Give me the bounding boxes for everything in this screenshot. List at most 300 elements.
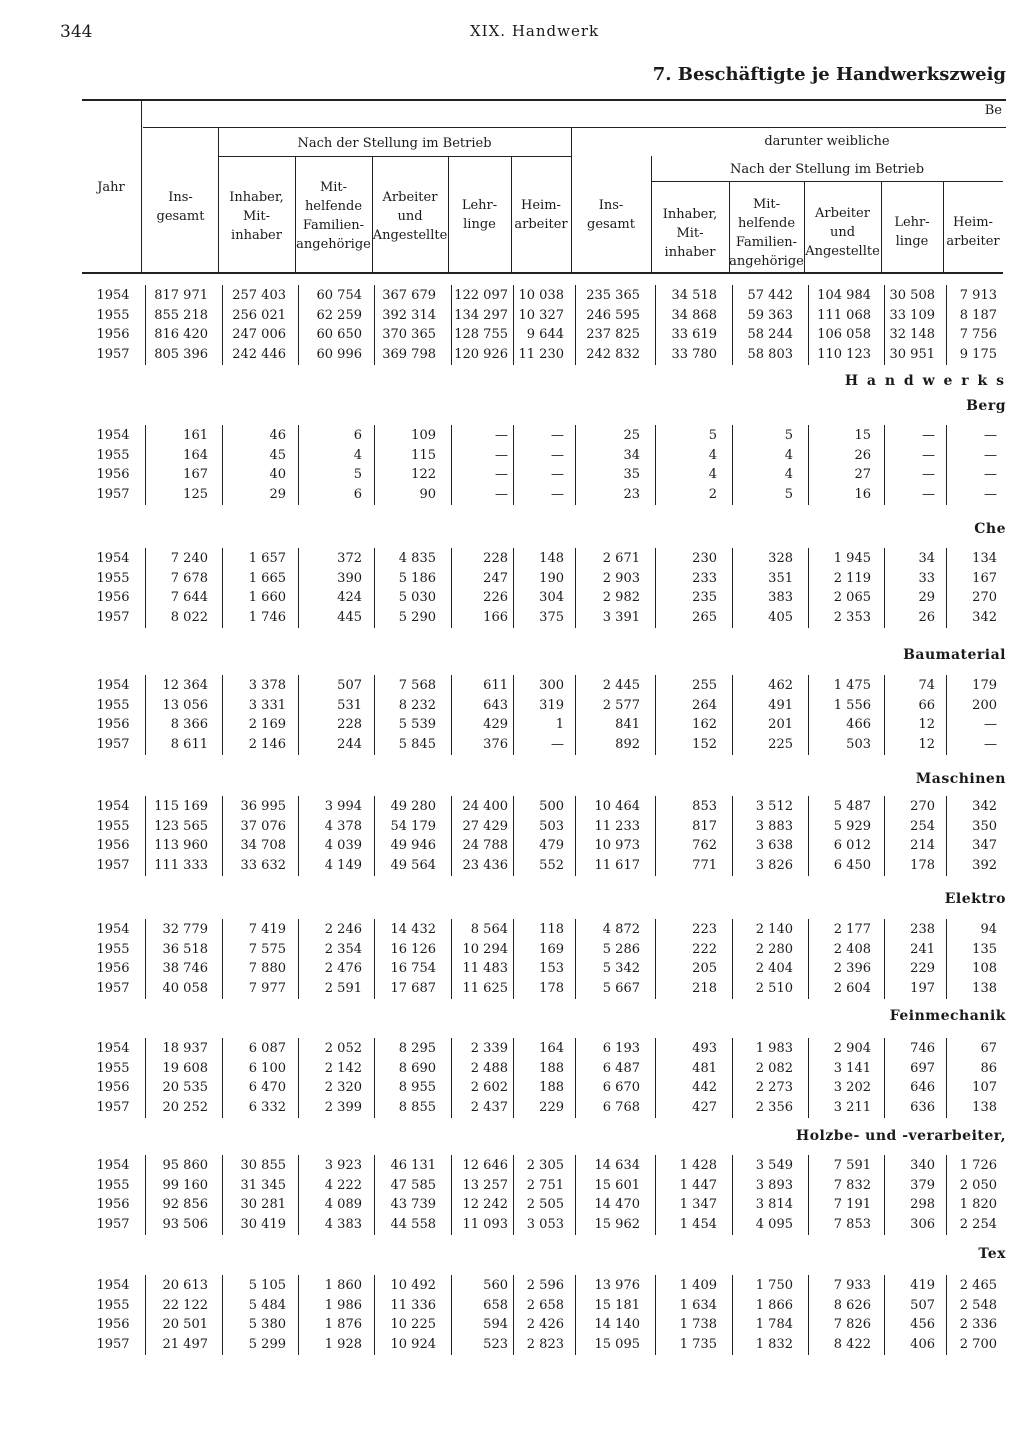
- value-cell: 190: [539, 570, 564, 586]
- value-cell: 49 280: [390, 799, 436, 814]
- value-cell: 3 053: [526, 1216, 564, 1232]
- value-cell: 6: [353, 428, 362, 443]
- value-cell: 2 505: [526, 1197, 564, 1212]
- value-cell: 6 450: [833, 857, 871, 873]
- value-cell: 22 122: [162, 1297, 208, 1313]
- value-cell: 111 068: [817, 307, 871, 323]
- value-cell: —: [984, 717, 997, 732]
- value-cell: 1 986: [324, 1297, 362, 1313]
- value-cell: 2 339: [470, 1041, 508, 1056]
- value-cell: 372: [337, 551, 362, 566]
- value-cell: 7 977: [248, 980, 286, 996]
- value-cell: 2 354: [324, 941, 362, 957]
- header-workers: Arbeiter und Angestellte: [372, 190, 448, 243]
- year-cell: 1955: [96, 307, 130, 323]
- value-cell: 6 087: [248, 1041, 286, 1056]
- value-cell: 14 470: [594, 1197, 640, 1212]
- value-cell: 222: [692, 941, 717, 957]
- value-cell: 552: [539, 857, 564, 873]
- value-cell: 90: [419, 486, 436, 502]
- year-cell: 1956: [96, 1197, 130, 1212]
- value-cell: 10 492: [390, 1278, 436, 1293]
- year-cell: 1955: [96, 570, 130, 586]
- value-cell: 122 097: [454, 288, 508, 303]
- value-cell: 594: [483, 1317, 508, 1332]
- value-cell: 16: [854, 486, 871, 502]
- value-cell: 40: [269, 467, 286, 482]
- value-cell: 2 353: [833, 609, 871, 625]
- value-cell: 298: [910, 1197, 935, 1212]
- value-cell: 44 558: [390, 1216, 436, 1232]
- value-cell: 1 726: [959, 1158, 997, 1173]
- value-cell: 20 613: [162, 1278, 208, 1293]
- value-cell: 12 646: [462, 1158, 508, 1173]
- value-cell: 247 006: [232, 327, 286, 342]
- value-cell: 5 299: [248, 1336, 286, 1352]
- value-cell: 13 056: [162, 697, 208, 713]
- value-cell: 38 746: [162, 961, 208, 976]
- value-cell: 892: [615, 736, 640, 752]
- value-cell: —: [984, 486, 997, 502]
- value-cell: 2 082: [755, 1060, 793, 1076]
- value-cell: 230: [692, 551, 717, 566]
- year-cell: 1956: [96, 838, 130, 853]
- value-cell: 6 100: [248, 1060, 286, 1076]
- value-cell: 8 295: [398, 1041, 436, 1056]
- value-cell: 19 608: [162, 1060, 208, 1076]
- value-cell: 5 539: [398, 717, 436, 732]
- year-cell: 1955: [96, 447, 130, 463]
- value-cell: 13 257: [462, 1177, 508, 1193]
- value-cell: 32 779: [162, 922, 208, 937]
- value-cell: 66: [918, 697, 935, 713]
- value-cell: 24 788: [462, 838, 508, 853]
- value-cell: 342: [972, 799, 997, 814]
- value-cell: 11 617: [594, 857, 640, 873]
- value-cell: 33: [918, 570, 935, 586]
- value-cell: 24 400: [462, 799, 508, 814]
- value-cell: 60 996: [316, 346, 362, 362]
- value-cell: —: [984, 736, 997, 752]
- value-cell: 74: [918, 678, 935, 693]
- value-cell: 10 464: [594, 799, 640, 814]
- value-cell: 3 549: [755, 1158, 793, 1173]
- value-cell: 369 798: [382, 346, 436, 362]
- value-cell: 94: [980, 922, 997, 937]
- value-cell: 35: [623, 467, 640, 482]
- value-cell: 855 218: [154, 307, 208, 323]
- value-cell: 4 039: [324, 838, 362, 853]
- value-cell: 2: [708, 486, 717, 502]
- value-cell: 2 445: [602, 678, 640, 693]
- value-cell: 237 825: [586, 327, 640, 342]
- value-cell: 646: [910, 1080, 935, 1095]
- value-cell: 67: [980, 1041, 997, 1056]
- value-cell: 235 365: [586, 288, 640, 303]
- header-family: Mit- helfende Familien- angehörige: [296, 180, 371, 252]
- year-cell: 1955: [96, 697, 130, 713]
- value-cell: 4: [784, 447, 793, 463]
- value-cell: 2 119: [833, 570, 871, 586]
- value-cell: 342: [972, 609, 997, 625]
- value-cell: 4 095: [755, 1216, 793, 1232]
- value-cell: 134 297: [454, 307, 508, 323]
- value-cell: 6 470: [248, 1080, 286, 1095]
- value-cell: 29: [918, 590, 935, 605]
- year-cell: 1957: [96, 980, 130, 996]
- value-cell: 1 735: [679, 1336, 717, 1352]
- header-year: Jahr: [97, 180, 125, 195]
- value-cell: 4: [708, 467, 717, 482]
- value-cell: 2 320: [324, 1080, 362, 1095]
- year-cell: 1954: [96, 1041, 130, 1056]
- value-cell: 118: [539, 922, 564, 937]
- value-cell: 11 625: [462, 980, 508, 996]
- value-cell: 2 982: [602, 590, 640, 605]
- header-female-total: Ins- gesamt: [587, 198, 635, 232]
- value-cell: 7 933: [833, 1278, 871, 1293]
- value-cell: 115 169: [154, 799, 208, 814]
- value-cell: 392 314: [382, 307, 436, 323]
- value-cell: 746: [910, 1041, 935, 1056]
- year-cell: 1954: [96, 678, 130, 693]
- value-cell: 4 149: [324, 857, 362, 873]
- value-cell: 229: [539, 1099, 564, 1115]
- value-cell: 214: [910, 838, 935, 853]
- value-cell: 30 951: [889, 346, 935, 362]
- value-cell: 456: [910, 1317, 935, 1332]
- value-cell: —: [551, 428, 564, 443]
- value-cell: 771: [692, 857, 717, 873]
- value-cell: 228: [483, 551, 508, 566]
- value-cell: 1 447: [679, 1177, 717, 1193]
- value-cell: 60 650: [316, 327, 362, 342]
- value-cell: 7 832: [833, 1177, 871, 1193]
- value-cell: 134: [972, 551, 997, 566]
- value-cell: 2 602: [470, 1080, 508, 1095]
- value-cell: 442: [692, 1080, 717, 1095]
- value-cell: 3 512: [755, 799, 793, 814]
- value-cell: 138: [972, 1099, 997, 1115]
- value-cell: 30 508: [889, 288, 935, 303]
- section-sublabel: Elektro: [944, 891, 1006, 907]
- value-cell: 805 396: [154, 346, 208, 362]
- value-cell: 1 860: [324, 1278, 362, 1293]
- value-cell: 169: [539, 941, 564, 957]
- value-cell: 379: [910, 1177, 935, 1193]
- year-cell: 1956: [96, 1080, 130, 1095]
- value-cell: 21 497: [162, 1336, 208, 1352]
- value-cell: 12 364: [162, 678, 208, 693]
- value-cell: 47 585: [390, 1177, 436, 1193]
- value-cell: 9 175: [959, 346, 997, 362]
- value-cell: 500: [539, 799, 564, 814]
- value-cell: 2 356: [755, 1099, 793, 1115]
- value-cell: 658: [483, 1297, 508, 1313]
- value-cell: 4 378: [324, 818, 362, 834]
- value-cell: 523: [483, 1336, 508, 1352]
- header-total: Ins- gesamt: [156, 190, 205, 224]
- section-sublabel: Tex: [978, 1246, 1006, 1262]
- value-cell: 2 408: [833, 941, 871, 957]
- value-cell: 306: [910, 1216, 935, 1232]
- value-cell: 162: [692, 717, 717, 732]
- value-cell: 166: [483, 609, 508, 625]
- value-cell: 2 903: [602, 570, 640, 586]
- value-cell: 34 708: [240, 838, 286, 853]
- value-cell: 2 404: [755, 961, 793, 976]
- value-cell: 108: [972, 961, 997, 976]
- value-cell: 5 484: [248, 1297, 286, 1313]
- value-cell: 3 883: [755, 818, 793, 834]
- value-cell: 560: [483, 1278, 508, 1293]
- value-cell: 106 058: [817, 327, 871, 342]
- value-cell: 107: [972, 1080, 997, 1095]
- value-cell: 481: [692, 1060, 717, 1076]
- year-cell: 1954: [96, 922, 130, 937]
- section-sublabel: Feinmechanik: [889, 1008, 1006, 1024]
- value-cell: 11 336: [390, 1297, 436, 1313]
- value-cell: 229: [910, 961, 935, 976]
- value-cell: 1 928: [324, 1336, 362, 1352]
- value-cell: 5 105: [248, 1278, 286, 1293]
- value-cell: 5: [353, 467, 362, 482]
- value-cell: 697: [910, 1060, 935, 1076]
- value-cell: 507: [337, 678, 362, 693]
- value-cell: 2 904: [833, 1041, 871, 1056]
- value-cell: 479: [539, 838, 564, 853]
- value-cell: 2 671: [602, 551, 640, 566]
- value-cell: 14 432: [390, 922, 436, 937]
- year-cell: 1954: [96, 1158, 130, 1173]
- value-cell: 1 634: [679, 1297, 717, 1313]
- value-cell: 406: [910, 1336, 935, 1352]
- value-cell: 12: [918, 717, 935, 732]
- value-cell: 188: [539, 1060, 564, 1076]
- value-cell: 23: [623, 486, 640, 502]
- year-cell: 1954: [96, 799, 130, 814]
- value-cell: 636: [910, 1099, 935, 1115]
- value-cell: 5: [784, 486, 793, 502]
- value-cell: 11 233: [594, 818, 640, 834]
- value-cell: 27: [854, 467, 871, 482]
- value-cell: 16 754: [390, 961, 436, 976]
- value-cell: 10 225: [390, 1317, 436, 1332]
- value-cell: 43 739: [390, 1197, 436, 1212]
- value-cell: 270: [910, 799, 935, 814]
- value-cell: 2 050: [959, 1177, 997, 1193]
- value-cell: 15 181: [594, 1297, 640, 1313]
- value-cell: 228: [337, 717, 362, 732]
- value-cell: 2 065: [833, 590, 871, 605]
- value-cell: 643: [483, 697, 508, 713]
- value-cell: 26: [918, 609, 935, 625]
- value-cell: 10 327: [518, 307, 564, 323]
- value-cell: 30 419: [240, 1216, 286, 1232]
- value-cell: 30 855: [240, 1158, 286, 1173]
- value-cell: 8 366: [170, 717, 208, 732]
- value-cell: 5 929: [833, 818, 871, 834]
- value-cell: 7 644: [170, 590, 208, 605]
- value-cell: 10 038: [518, 288, 564, 303]
- section-sublabel: Berg: [966, 398, 1006, 414]
- value-cell: 8 626: [833, 1297, 871, 1313]
- value-cell: 1 866: [755, 1297, 793, 1313]
- value-cell: 427: [692, 1099, 717, 1115]
- year-cell: 1956: [96, 327, 130, 342]
- value-cell: —: [551, 486, 564, 502]
- value-cell: 2 577: [602, 697, 640, 713]
- value-cell: 197: [910, 980, 935, 996]
- header-homeworkers: Heim- arbeiter: [514, 198, 568, 232]
- value-cell: 179: [972, 678, 997, 693]
- value-cell: 2 140: [755, 922, 793, 937]
- value-cell: 15 095: [594, 1336, 640, 1352]
- value-cell: 11 483: [462, 961, 508, 976]
- value-cell: 350: [972, 818, 997, 834]
- value-cell: 2 254: [959, 1216, 997, 1232]
- header-female-family: Mit- helfende Familien- angehörige: [729, 197, 804, 269]
- value-cell: 11 093: [462, 1216, 508, 1232]
- value-cell: 3 994: [324, 799, 362, 814]
- value-cell: 264: [692, 697, 717, 713]
- value-cell: 257 403: [232, 288, 286, 303]
- year-cell: 1957: [96, 346, 130, 362]
- value-cell: 11 230: [518, 346, 564, 362]
- value-cell: 2 169: [248, 717, 286, 732]
- value-cell: 5 487: [833, 799, 871, 814]
- value-cell: 110 123: [817, 346, 871, 362]
- value-cell: 58 803: [747, 346, 793, 362]
- value-cell: 115: [411, 447, 436, 463]
- value-cell: —: [922, 467, 935, 482]
- value-cell: 1 983: [755, 1041, 793, 1056]
- value-cell: 167: [183, 467, 208, 482]
- value-cell: 3 826: [755, 857, 793, 873]
- value-cell: 8 564: [470, 922, 508, 937]
- year-cell: 1954: [96, 428, 130, 443]
- value-cell: 7 880: [248, 961, 286, 976]
- year-cell: 1957: [96, 609, 130, 625]
- value-cell: 3 141: [833, 1060, 871, 1076]
- value-cell: 34: [623, 447, 640, 463]
- value-cell: 34: [918, 551, 935, 566]
- value-cell: 45: [269, 447, 286, 463]
- value-cell: 15: [854, 428, 871, 443]
- value-cell: 1 784: [755, 1317, 793, 1332]
- year-cell: 1955: [96, 1297, 130, 1313]
- value-cell: 58 244: [747, 327, 793, 342]
- value-cell: 226: [483, 590, 508, 605]
- value-cell: 2 751: [526, 1177, 564, 1193]
- year-cell: 1956: [96, 961, 130, 976]
- value-cell: 466: [846, 717, 871, 732]
- chapter-heading: XIX. Handwerk: [470, 22, 600, 40]
- value-cell: —: [551, 736, 564, 752]
- value-cell: 4: [784, 467, 793, 482]
- value-cell: 242 832: [586, 346, 640, 362]
- value-cell: 29: [269, 486, 286, 502]
- value-cell: 3 638: [755, 838, 793, 853]
- value-cell: 3 331: [248, 697, 286, 713]
- value-cell: 49 564: [390, 857, 436, 873]
- value-cell: 17 687: [390, 980, 436, 996]
- value-cell: 2 142: [324, 1060, 362, 1076]
- value-cell: 5 845: [398, 736, 436, 752]
- value-cell: 1 820: [959, 1197, 997, 1212]
- value-cell: 270: [972, 590, 997, 605]
- value-cell: —: [551, 447, 564, 463]
- value-cell: 503: [846, 736, 871, 752]
- value-cell: 113 960: [154, 838, 208, 853]
- value-cell: 6 193: [602, 1041, 640, 1056]
- value-cell: 128 755: [454, 327, 508, 342]
- value-cell: 1 660: [248, 590, 286, 605]
- value-cell: 4 872: [602, 922, 640, 937]
- value-cell: 8 690: [398, 1060, 436, 1076]
- header-group-position-female: Nach der Stellung im Betrieb: [729, 162, 925, 177]
- value-cell: 4 383: [324, 1216, 362, 1232]
- year-cell: 1957: [96, 1216, 130, 1232]
- value-cell: 462: [768, 678, 793, 693]
- value-cell: 3 378: [248, 678, 286, 693]
- value-cell: 36 518: [162, 941, 208, 957]
- value-cell: 60 754: [316, 288, 362, 303]
- value-cell: 7 678: [170, 570, 208, 586]
- value-cell: 3 391: [602, 609, 640, 625]
- value-cell: 123 565: [154, 818, 208, 834]
- value-cell: 390: [337, 570, 362, 586]
- value-cell: 26: [854, 447, 871, 463]
- value-cell: 13 976: [594, 1278, 640, 1293]
- value-cell: 161: [183, 428, 208, 443]
- value-cell: 424: [337, 590, 362, 605]
- value-cell: 1 475: [833, 678, 871, 693]
- value-cell: 1 556: [833, 697, 871, 713]
- value-cell: 8 955: [398, 1080, 436, 1095]
- value-cell: 2 437: [470, 1099, 508, 1115]
- value-cell: 1 738: [679, 1317, 717, 1332]
- value-cell: 33 780: [671, 346, 717, 362]
- value-cell: 375: [539, 609, 564, 625]
- value-cell: 46 131: [390, 1158, 436, 1173]
- year-cell: 1955: [96, 1060, 130, 1076]
- value-cell: 10 924: [390, 1336, 436, 1352]
- year-cell: 1957: [96, 1099, 130, 1115]
- value-cell: 3 202: [833, 1080, 871, 1095]
- value-cell: 7 575: [248, 941, 286, 957]
- value-cell: 201: [768, 717, 793, 732]
- value-cell: 246 595: [586, 307, 640, 323]
- year-cell: 1955: [96, 1177, 130, 1193]
- value-cell: 4: [353, 447, 362, 463]
- value-cell: 1 657: [248, 551, 286, 566]
- value-cell: 244: [337, 736, 362, 752]
- value-cell: 8 422: [833, 1336, 871, 1352]
- value-cell: —: [495, 486, 508, 502]
- value-cell: 8 232: [398, 697, 436, 713]
- value-cell: 1: [555, 717, 564, 732]
- value-cell: 10 294: [462, 941, 508, 957]
- value-cell: 62 259: [316, 307, 362, 323]
- value-cell: 33 632: [240, 857, 286, 873]
- value-cell: 152: [692, 736, 717, 752]
- value-cell: 2 399: [324, 1099, 362, 1115]
- value-cell: 205: [692, 961, 717, 976]
- value-cell: 841: [615, 717, 640, 732]
- year-cell: 1957: [96, 486, 130, 502]
- year-cell: 1957: [96, 736, 130, 752]
